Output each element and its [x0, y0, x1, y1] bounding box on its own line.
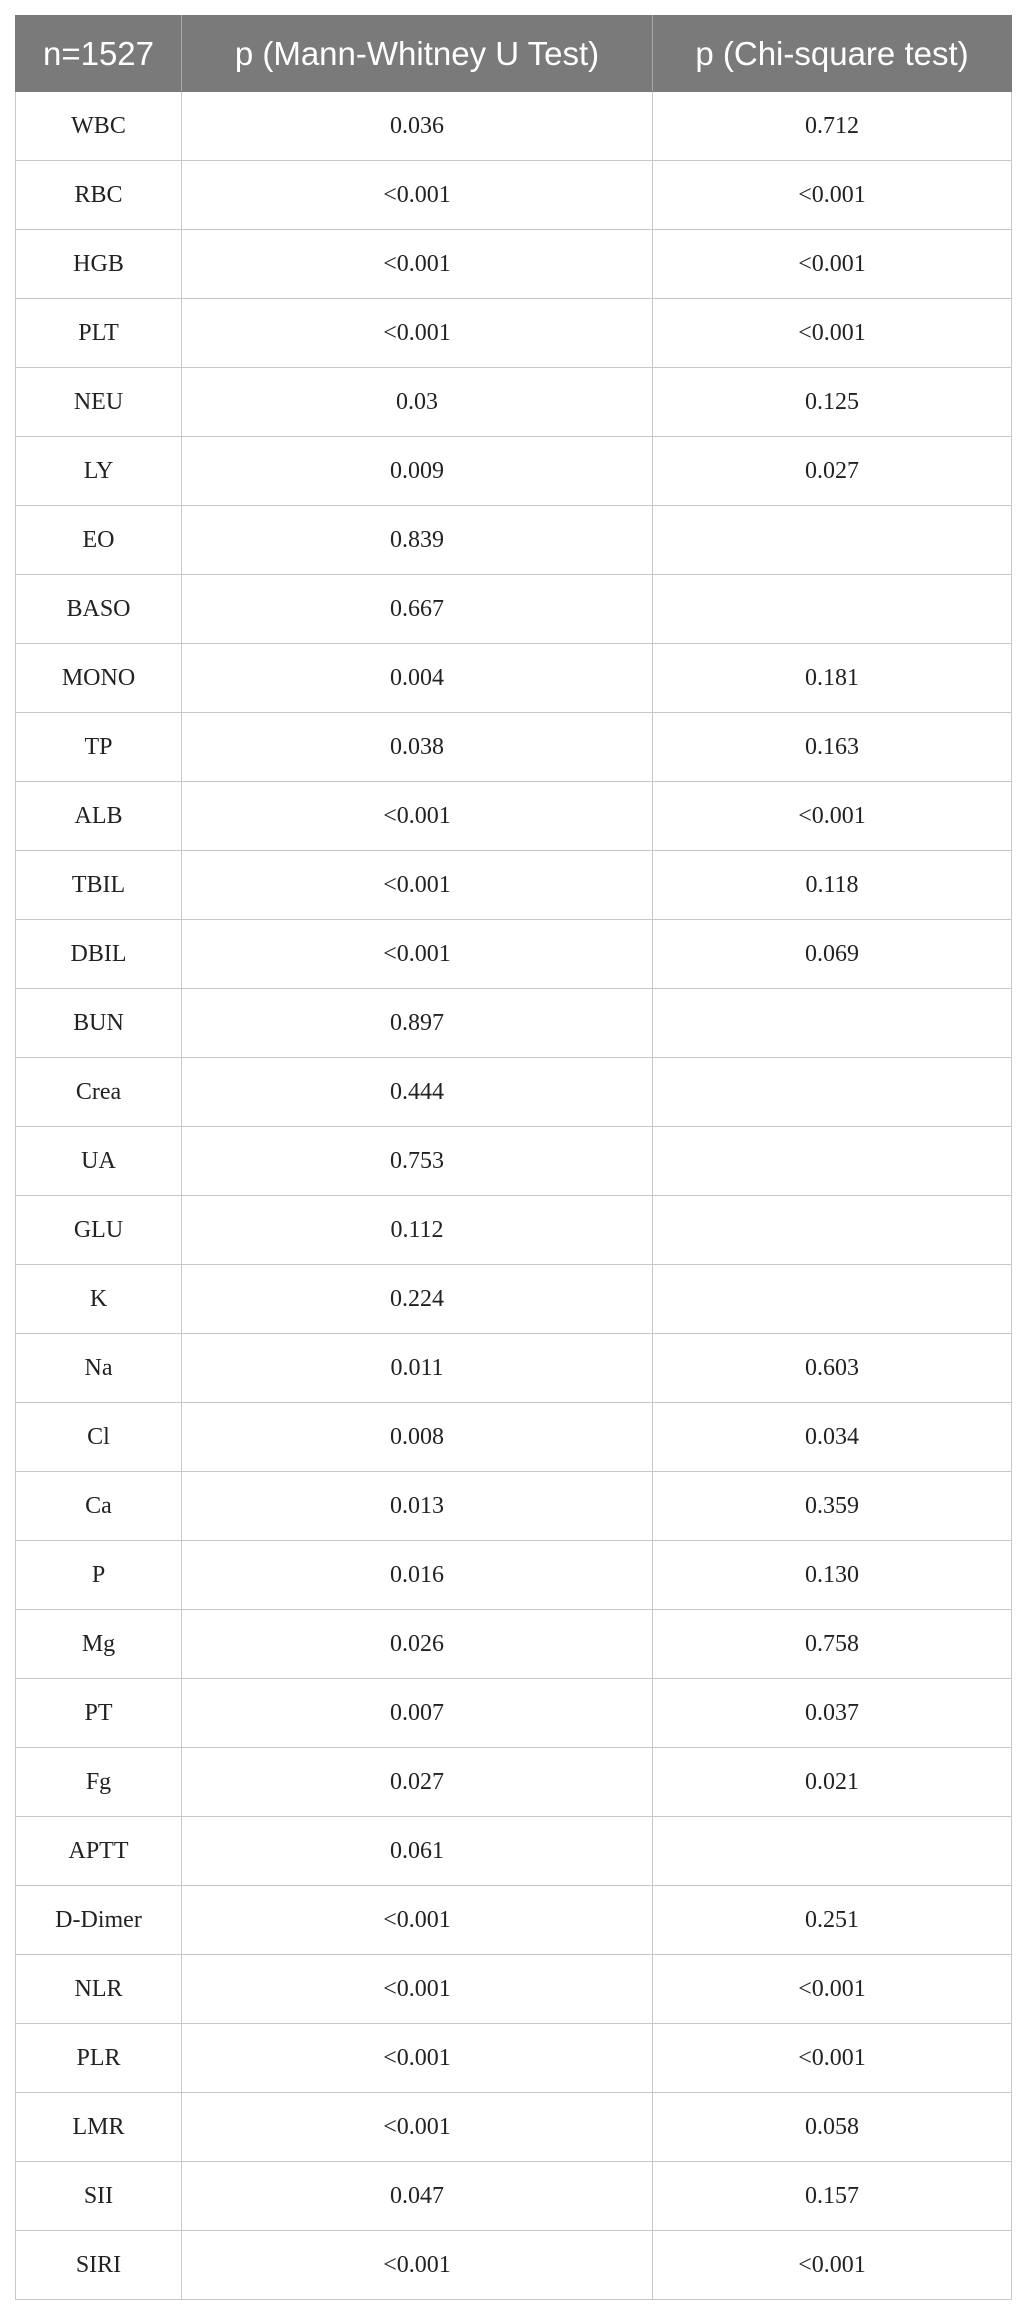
- variable-cell: Fg: [16, 1748, 182, 1817]
- variable-cell: RBC: [16, 161, 182, 230]
- variable-cell: D-Dimer: [16, 1886, 182, 1955]
- variable-cell: PLR: [16, 2024, 182, 2093]
- chi-square-p-cell: [653, 1127, 1012, 1196]
- table-row: [16, 644, 1012, 713]
- table-row: [16, 1748, 1012, 1817]
- table-body: [16, 92, 1012, 2300]
- mann-whitney-p-cell: 0.016: [182, 1541, 653, 1610]
- variable-cell: Na: [16, 1334, 182, 1403]
- chi-square-p-cell: 0.069: [653, 920, 1012, 989]
- variable-cell: Mg: [16, 1610, 182, 1679]
- variable-cell: PLT: [16, 299, 182, 368]
- mann-whitney-p-cell: <0.001: [182, 851, 653, 920]
- table-row: [16, 1679, 1012, 1748]
- chi-square-p-cell: <0.001: [653, 1955, 1012, 2024]
- variable-cell: LY: [16, 437, 182, 506]
- table-row: [16, 2162, 1012, 2231]
- chi-square-p-cell: 0.603: [653, 1334, 1012, 1403]
- header-chi-square: p (Chi-square test): [653, 16, 1012, 92]
- chi-square-p-cell: 0.130: [653, 1541, 1012, 1610]
- mann-whitney-p-cell: 0.667: [182, 575, 653, 644]
- mann-whitney-p-cell: 0.011: [182, 1334, 653, 1403]
- mann-whitney-p-cell: 0.038: [182, 713, 653, 782]
- table-row: [16, 1058, 1012, 1127]
- table-row: [16, 1955, 1012, 2024]
- mann-whitney-p-cell: 0.897: [182, 989, 653, 1058]
- chi-square-p-cell: 0.251: [653, 1886, 1012, 1955]
- chi-square-p-cell: 0.027: [653, 437, 1012, 506]
- mann-whitney-p-cell: 0.013: [182, 1472, 653, 1541]
- chi-square-p-cell: <0.001: [653, 299, 1012, 368]
- mann-whitney-p-cell: 0.027: [182, 1748, 653, 1817]
- variable-cell: ALB: [16, 782, 182, 851]
- chi-square-p-cell: 0.359: [653, 1472, 1012, 1541]
- table-row: [16, 230, 1012, 299]
- table-row: [16, 2231, 1012, 2300]
- mann-whitney-p-cell: 0.009: [182, 437, 653, 506]
- table-row: [16, 437, 1012, 506]
- mann-whitney-p-cell: 0.753: [182, 1127, 653, 1196]
- chi-square-p-cell: 0.021: [653, 1748, 1012, 1817]
- table-row: [16, 1265, 1012, 1334]
- table-row: [16, 2093, 1012, 2162]
- variable-cell: GLU: [16, 1196, 182, 1265]
- mann-whitney-p-cell: 0.026: [182, 1610, 653, 1679]
- variable-cell: APTT: [16, 1817, 182, 1886]
- mann-whitney-p-cell: 0.839: [182, 506, 653, 575]
- chi-square-p-cell: 0.118: [653, 851, 1012, 920]
- table-row: [16, 782, 1012, 851]
- variable-cell: TBIL: [16, 851, 182, 920]
- variable-cell: Cl: [16, 1403, 182, 1472]
- chi-square-p-cell: [653, 1265, 1012, 1334]
- variable-cell: TP: [16, 713, 182, 782]
- variable-cell: SIRI: [16, 2231, 182, 2300]
- chi-square-p-cell: 0.157: [653, 2162, 1012, 2231]
- variable-cell: BASO: [16, 575, 182, 644]
- table-row: [16, 1403, 1012, 1472]
- table-row: [16, 1127, 1012, 1196]
- chi-square-p-cell: 0.181: [653, 644, 1012, 713]
- variable-cell: EO: [16, 506, 182, 575]
- variable-cell: Ca: [16, 1472, 182, 1541]
- table-row: [16, 2024, 1012, 2093]
- mann-whitney-p-cell: 0.444: [182, 1058, 653, 1127]
- results-table-container: [15, 15, 1011, 2300]
- chi-square-p-cell: <0.001: [653, 161, 1012, 230]
- table-row: [16, 920, 1012, 989]
- chi-square-p-cell: <0.001: [653, 2231, 1012, 2300]
- chi-square-p-cell: 0.037: [653, 1679, 1012, 1748]
- mann-whitney-p-cell: 0.007: [182, 1679, 653, 1748]
- table-row: [16, 299, 1012, 368]
- mann-whitney-p-cell: <0.001: [182, 230, 653, 299]
- chi-square-p-cell: <0.001: [653, 2024, 1012, 2093]
- variable-cell: BUN: [16, 989, 182, 1058]
- chi-square-p-cell: [653, 989, 1012, 1058]
- table-row: [16, 1334, 1012, 1403]
- variable-cell: PT: [16, 1679, 182, 1748]
- variable-cell: Crea: [16, 1058, 182, 1127]
- variable-cell: MONO: [16, 644, 182, 713]
- chi-square-p-cell: 0.058: [653, 2093, 1012, 2162]
- variable-cell: K: [16, 1265, 182, 1334]
- table-row: [16, 1196, 1012, 1265]
- mann-whitney-p-cell: <0.001: [182, 2093, 653, 2162]
- variable-cell: NLR: [16, 1955, 182, 2024]
- p-value-table: [15, 15, 1012, 2300]
- mann-whitney-p-cell: <0.001: [182, 1955, 653, 2024]
- chi-square-p-cell: 0.758: [653, 1610, 1012, 1679]
- mann-whitney-p-cell: <0.001: [182, 1886, 653, 1955]
- chi-square-p-cell: 0.034: [653, 1403, 1012, 1472]
- variable-cell: HGB: [16, 230, 182, 299]
- chi-square-p-cell: 0.712: [653, 92, 1012, 161]
- chi-square-p-cell: [653, 1058, 1012, 1127]
- table-row: [16, 851, 1012, 920]
- mann-whitney-p-cell: <0.001: [182, 920, 653, 989]
- chi-square-p-cell: [653, 506, 1012, 575]
- mann-whitney-p-cell: 0.047: [182, 2162, 653, 2231]
- mann-whitney-p-cell: 0.004: [182, 644, 653, 713]
- variable-cell: SII: [16, 2162, 182, 2231]
- table-row: [16, 575, 1012, 644]
- mann-whitney-p-cell: 0.036: [182, 92, 653, 161]
- mann-whitney-p-cell: <0.001: [182, 161, 653, 230]
- mann-whitney-p-cell: 0.03: [182, 368, 653, 437]
- table-row: [16, 368, 1012, 437]
- chi-square-p-cell: <0.001: [653, 230, 1012, 299]
- table-row: [16, 1817, 1012, 1886]
- table-header-row: [16, 16, 1012, 92]
- mann-whitney-p-cell: <0.001: [182, 782, 653, 851]
- table-row: [16, 713, 1012, 782]
- variable-cell: NEU: [16, 368, 182, 437]
- chi-square-p-cell: 0.125: [653, 368, 1012, 437]
- variable-cell: WBC: [16, 92, 182, 161]
- variable-cell: LMR: [16, 2093, 182, 2162]
- table-row: [16, 1610, 1012, 1679]
- table-row: [16, 1886, 1012, 1955]
- mann-whitney-p-cell: 0.008: [182, 1403, 653, 1472]
- chi-square-p-cell: [653, 575, 1012, 644]
- table-row: [16, 161, 1012, 230]
- variable-cell: UA: [16, 1127, 182, 1196]
- chi-square-p-cell: [653, 1817, 1012, 1886]
- header-sample-size: n=1527: [16, 16, 182, 92]
- header-mann-whitney: p (Mann-Whitney U Test): [182, 16, 653, 92]
- table-row: [16, 1541, 1012, 1610]
- table-row: [16, 506, 1012, 575]
- chi-square-p-cell: 0.163: [653, 713, 1012, 782]
- mann-whitney-p-cell: 0.112: [182, 1196, 653, 1265]
- chi-square-p-cell: <0.001: [653, 782, 1012, 851]
- variable-cell: P: [16, 1541, 182, 1610]
- mann-whitney-p-cell: 0.061: [182, 1817, 653, 1886]
- mann-whitney-p-cell: <0.001: [182, 2024, 653, 2093]
- chi-square-p-cell: [653, 1196, 1012, 1265]
- table-row: [16, 92, 1012, 161]
- table-row: [16, 989, 1012, 1058]
- variable-cell: DBIL: [16, 920, 182, 989]
- mann-whitney-p-cell: <0.001: [182, 299, 653, 368]
- mann-whitney-p-cell: 0.224: [182, 1265, 653, 1334]
- mann-whitney-p-cell: <0.001: [182, 2231, 653, 2300]
- table-row: [16, 1472, 1012, 1541]
